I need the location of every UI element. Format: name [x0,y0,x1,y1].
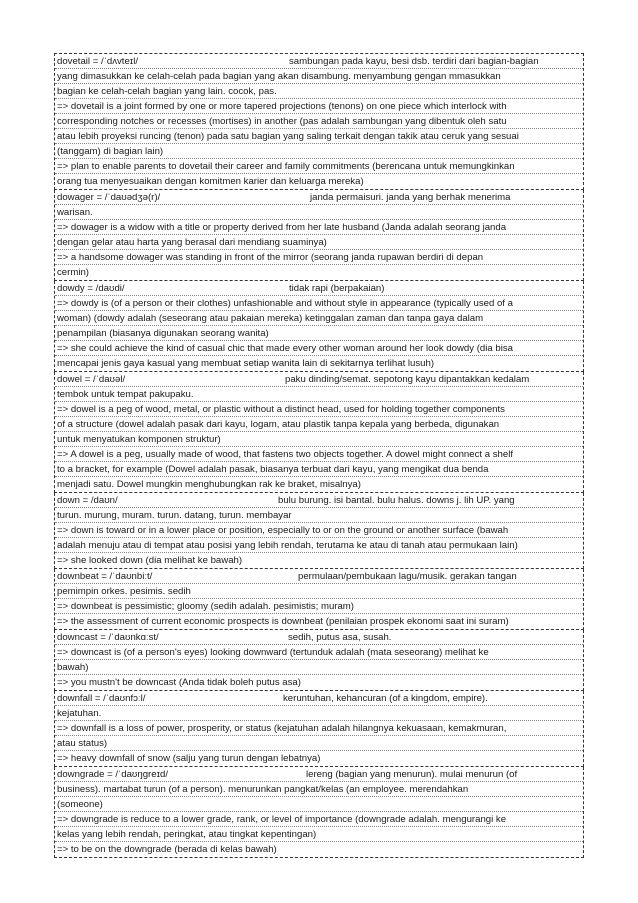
entry-header-line [55,190,583,205]
headword: downfall = /ˈdaʊnfɔːl/ [57,693,146,704]
entry-text-line: => dovetail is a joint formed by one or more tapered projections (tenons) on one piece which interlock with [55,99,583,114]
entry-text-line: tembok untuk tempat pakupaku. [55,387,583,402]
headword-meaning: janda permaisuri. janda yang berhak menerima [310,192,511,203]
entry-header-line [55,569,583,584]
headword: dovetail = /ˈdʌvteɪl/ [57,56,139,67]
entry-text-line: bagian ke celah-celah bagian yang lain. cocok, pas. [55,84,583,99]
entry-header-line [55,372,583,387]
entry-text-line: pemimpin orkes. pesimis. sedih [55,584,583,599]
dictionary-entry [54,281,584,372]
dictionary-entry [54,190,584,281]
entry-text-line: dengan gelar atau harta yang berasal dari mendiang suaminya) [55,235,583,250]
entry-text-line: adalah menuju atau di tempat atau posisi yang lebih rendah, terutama ke atau di tanah atau permukaan lain) [55,538,583,553]
entry-text-line: => dowager is a widow with a title or property derived from her late husband (Janda adalah seorang janda [55,220,583,235]
entry-text-line: => to be on the downgrade (berada di kelas bawah) [57,844,277,855]
entry-header-line [55,630,583,645]
headword: downcast = /ˈdaʊnkɑːst/ [57,632,159,643]
headword-meaning: sedih, putus asa, susah. [288,632,392,643]
dictionary-entry [54,493,584,569]
entry-header-line [55,54,583,69]
entry-header-line [55,767,583,782]
entry-header-line [55,493,583,508]
entry-text-line: atau status) [55,736,583,751]
entry-text-line: to a bracket, for example (Dowel adalah pasak, biasanya terbuat dari kayu, yang mengikat dua benda [55,462,583,477]
headword: dowdy = /daʊdi/ [57,283,125,294]
entry-text-line: turun. murung, muram. turun. datang, turun. membayar [55,508,583,523]
entry-text-line: kejatuhan. [55,706,583,721]
headword: downgrade = /ˈdaʊŋgreɪd/ [57,769,169,780]
entry-text-line: => down is toward or in a lower place or position, especially to or on the ground or another surface (bawah [55,523,583,538]
headword-meaning: keruntuhan, kehancuran (of a kingdom, empire). [283,693,488,704]
entry-text-line: yang dimasukkan ke celah-celah pada bagian yang akan disambung. menyambung gengan mmasukkan [55,69,583,84]
headword: downbeat = /ˈdaʊnbiːt/ [57,571,153,582]
dictionary-entry [54,372,584,493]
entry-text-line: => the assessment of current economic prospects is downbeat (penilaian prospek ekonomi saat ini suram) [57,616,509,627]
entry-text-line: cermin) [57,267,89,278]
dictionary-entry [54,630,584,691]
dictionary-entry [54,569,584,630]
headword: dowager = /ˈdaʊədʒə(r)/ [57,192,161,203]
headword-meaning: tidak rapi (berpakaian) [289,283,385,294]
entry-text-line: warisan. [55,205,583,220]
entry-text-line: woman) (dowdy adalah (seseorang atau pakaian mereka) ketinggalan zaman dan tanpa gaya dalam [55,311,583,326]
entry-text-line: menjadi satu. Dowel mungkin menghubungkan rak ke braket, misalnya) [57,479,361,490]
entry-text-line: => she could achieve the kind of casual chic that made every other woman around her look dowdy (dia bisa [55,341,583,356]
headword: dowel = /ˈdaʊəl/ [57,374,126,385]
entry-text-line: => downcast is (of a person's eyes) looking downward (tertunduk adalah (mata seseorang) melihat ke [55,645,583,660]
entry-text-line: => A dowel is a peg, usually made of wood, that fastens two objects together. A dowel might connect a shelf [55,447,583,462]
entry-text-line: => plan to enable parents to dovetail their career and family commitments (berencana untuk memungkinkan [55,159,583,174]
headword-meaning: paku dinding/semat. sepotong kayu dipantakkan kedalam [285,374,530,385]
entry-text-line: of a structure (dowel adalah pasak dari kayu, logam, atau plastik tanpa kepala yang berbeda, digunakan [55,417,583,432]
entry-text-line: kelas yang lebih rendah, peringkat, atau tingkat kepentingan) [55,827,583,842]
entry-text-line: mencapai jenis gaya kasual yang membuat setiap wanita lain di sekitarnya terlihat lusuh) [57,358,435,369]
entry-text-line: penampilan (biasanya digunakan seorang wanita) [55,326,583,341]
headword-meaning: lereng (bagian yang menurun). mulai menurun (of [306,769,518,780]
entry-header-line [55,691,583,706]
entry-header-line [55,281,583,296]
headword: down = /daʊn/ [57,495,118,506]
entry-text-line: => downfall is a loss of power, prosperity, or status (kejatuhan adalah hilangnya kekuasaan, kemakmuran, [55,721,583,736]
entry-text-line: business). martabat turun (of a person). menurunkan pangkat/kelas (an employee. merendahkan [55,782,583,797]
dictionary-entry [54,691,584,767]
entry-text-line: => dowel is a peg of wood, metal, or plastic without a distinct head, used for holding together components [55,402,583,417]
dictionary-entry [54,767,584,858]
entry-text-line: orang tua menyesuaikan dengan komitmen karier dan keluarga mereka) [57,176,364,187]
headword-meaning: sambungan pada kayu, besi dsb. terdiri dari bagian-bagian [289,56,539,67]
entry-text-line: (tanggam) di bagian lain) [55,144,583,159]
entry-text-line: => a handsome dowager was standing in front of the mirror (seorang janda rupawan berdiri di depan [55,250,583,265]
entry-text-line: (someone) [55,797,583,812]
headword-meaning: bulu burung. isi bantal. bulu halus. downs j. lih UP. yang [278,495,515,506]
entry-text-line: => downbeat is pessimistic; gloomy (sedih adalah. pesimistis; muram) [55,599,583,614]
entry-text-line: corresponding notches or recesses (mortises) in another (pas adalah sambungan yang dibentuk oleh satu [55,114,583,129]
dictionary-entry [54,53,584,190]
entry-text-line: => she looked down (dia melihat ke bawah) [57,555,243,566]
dictionary-document [54,53,584,858]
entry-text-line: => you mustn't be downcast (Anda tidak boleh putus asa) [57,677,301,688]
entry-text-line: => heavy downfall of snow (salju yang turun dengan lebatnya) [57,753,321,764]
headword-meaning: permulaan/pembukaan lagu/musik. gerakan tangan [298,571,517,582]
entry-text-line: => downgrade is reduce to a lower grade, rank, or level of importance (downgrade adalah. mengurangi ke [55,812,583,827]
entry-text-line: untuk menyatukan komponen struktur) [55,432,583,447]
entry-text-line: atau lebih proyeksi runcing (tenon) pada satu bagian yang saling terkait dengan takik atau ceruk yang sesuai [55,129,583,144]
entry-text-line: => dowdy is (of a person or their clothes) unfashionable and without style in appearance (typically used of a [55,296,583,311]
entry-text-line: bawah) [55,660,583,675]
